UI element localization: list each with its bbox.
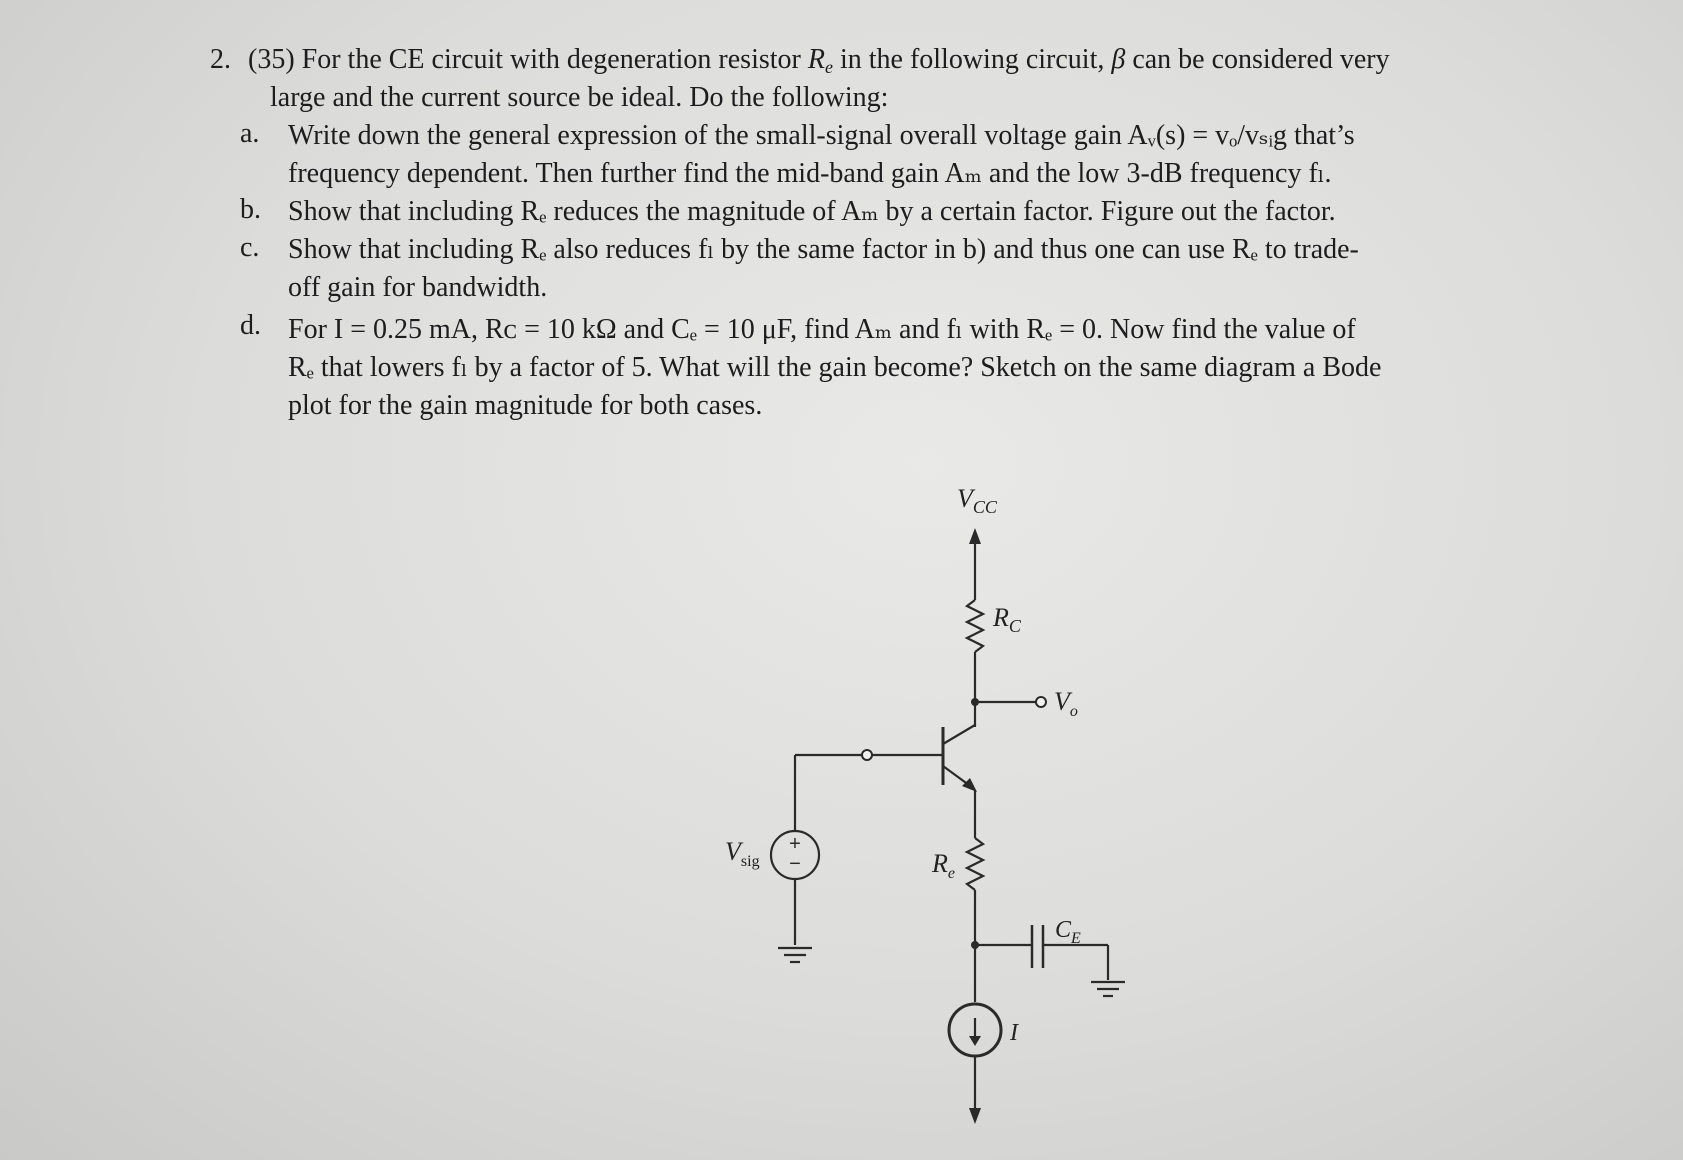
part-c-line-1: Show that including Rₑ also reduces fₗ by the same factor in b) and thus one can use Rₑ to trade- <box>288 234 1359 265</box>
vsig-plus: + <box>789 833 801 855</box>
part-a-label: a. <box>240 118 260 149</box>
intro-text-end: can be considered very <box>1132 44 1390 75</box>
emitter-arrow-icon <box>962 778 977 792</box>
current-arrow-icon <box>969 1036 981 1046</box>
part-d-line-3: plot for the gain magnitude for both cases. <box>288 390 763 421</box>
i-label: I <box>1010 1020 1018 1046</box>
intro-text-mid: in the following circuit, <box>839 44 1105 75</box>
part-a-line-2: frequency dependent. Then further find the mid-band gain Aₘ and the low 3-dB frequency fₗ. <box>288 158 1332 189</box>
bottom-arrow-icon <box>969 1108 981 1124</box>
re-label: $R_e$ <box>932 849 955 882</box>
beta-symbol: β <box>1111 44 1126 75</box>
problem-points: (35) <box>248 44 295 75</box>
vcc-label: $V_{CC}$ <box>957 484 997 517</box>
vsig-label: $V_{sig}$ <box>725 837 760 870</box>
part-d-line-2: Rₑ that lowers fₗ by a factor of 5. What will the gain become? Sketch on the same diagram a Bode <box>288 352 1382 383</box>
vsig-minus: − <box>789 853 801 875</box>
part-c-label: c. <box>240 232 260 263</box>
part-d-line-1: For I = 0.25 mA, Rᴄ = 10 kΩ and Cₑ = 10 μF, find Aₘ and fₗ with Rₑ = 0. Now find the value of <box>288 314 1356 345</box>
junction-emitter <box>971 941 979 949</box>
intro-line-2: large and the current source be ideal. Do the following: <box>270 82 889 113</box>
rc-label: $R_C$ <box>993 603 1021 636</box>
re-resistor <box>967 838 983 890</box>
rc-resistor <box>967 600 983 652</box>
transistor-collector <box>943 725 975 744</box>
part-c-line-2: off gain for bandwidth. <box>288 272 548 303</box>
part-b-line-1: Show that including Rₑ reduces the magnitude of Aₘ by a certain factor. Figure out the factor. <box>288 196 1336 227</box>
part-d-label: d. <box>240 310 261 341</box>
vo-terminal <box>1036 697 1046 707</box>
part-b-label: b. <box>240 194 261 225</box>
ce-label: $C_E$ <box>1055 917 1081 947</box>
junction-collector <box>971 698 979 706</box>
re-symbol: $R_e$ <box>807 44 833 77</box>
intro-text: For the CE circuit with degeneration resistor <box>301 44 801 75</box>
problem-number: 2. <box>210 44 231 75</box>
vo-label: $V_o$ <box>1054 687 1078 720</box>
vcc-arrow-icon <box>969 528 981 544</box>
base-terminal <box>862 750 872 760</box>
part-a-line-1: Write down the general expression of the small-signal overall voltage gain Aᵥ(s) = vₒ/vₛᵢg that’s <box>288 120 1355 151</box>
